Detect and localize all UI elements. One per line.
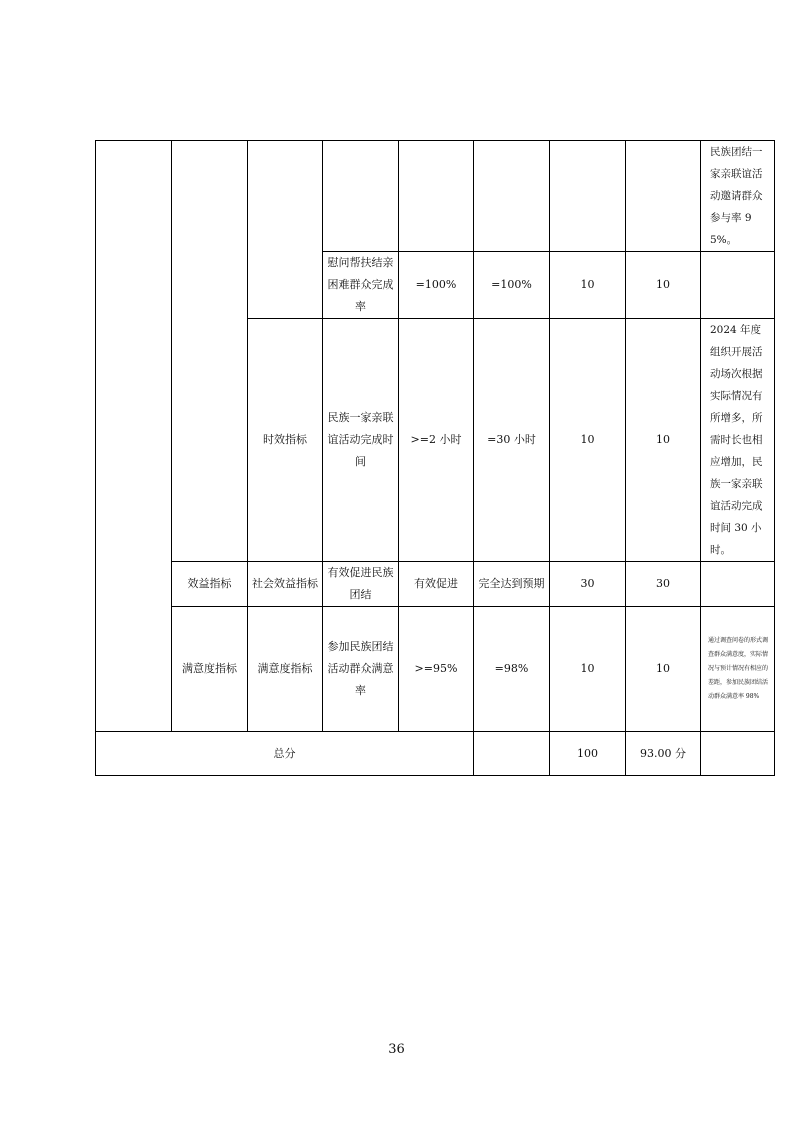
note-cell [701,252,775,319]
level1-cell: 满意度指标 [172,607,248,732]
total-weight-cell: 100 [550,732,626,776]
weight-cell: 30 [550,562,626,607]
note-cell: 2024 年度组织开展活动场次根据实际情况有所增多，所需时长也相应增加，民族一家亲联谊活动完成时间 30 小时。 [701,319,775,562]
indicator-cell: 慰问帮扶结亲困难群众完成率 [323,252,399,319]
target-cell [399,141,474,252]
score-cell: 10 [626,607,701,732]
total-label: 总分 [96,732,474,776]
table-row [96,141,775,252]
target-cell: 有效促进 [399,562,474,607]
level1-blank-cell [172,141,248,562]
performance-table [95,140,775,776]
page-number: 36 [388,1042,405,1057]
level2-cell: 社会效益指标 [248,562,323,607]
first-column-blank-cell [96,141,172,732]
level2-cell: 时效指标 [248,319,323,562]
weight-cell: 10 [550,252,626,319]
score-cell: 30 [626,562,701,607]
weight-cell: 10 [550,607,626,732]
score-cell [626,141,701,252]
level2-cell: 满意度指标 [248,607,323,732]
actual-cell: =98% [474,607,550,732]
target-cell: =100% [399,252,474,319]
total-score-cell: 93.00 分 [626,732,701,776]
actual-cell: =30 小时 [474,319,550,562]
note-cell: 民族团结一家亲联谊活动邀请群众参与率 95%。 [701,141,775,252]
indicator-cell: 民族一家亲联谊活动完成时间 [323,319,399,562]
target-cell: >=95% [399,607,474,732]
score-cell: 10 [626,319,701,562]
actual-cell: =100% [474,252,550,319]
actual-cell [474,141,550,252]
actual-cell: 完全达到预期 [474,562,550,607]
total-actual-cell [474,732,550,776]
table-row [96,607,775,732]
note-cell [701,562,775,607]
total-note-cell [701,732,775,776]
level2-blank-cell [248,141,323,319]
table-row [96,562,775,607]
weight-cell: 10 [550,319,626,562]
indicator-cell: 参加民族团结活动群众满意率 [323,607,399,732]
score-cell: 10 [626,252,701,319]
total-row [96,732,775,776]
indicator-cell [323,141,399,252]
note-cell: 通过调查问卷的形式调查群众满意度，实际情况与预计情况有相应的差距，参加民族团结活动群众满意率 98% [701,607,775,732]
weight-cell [550,141,626,252]
target-cell: >=2 小时 [399,319,474,562]
level1-cell: 效益指标 [172,562,248,607]
indicator-cell: 有效促进民族团结 [323,562,399,607]
